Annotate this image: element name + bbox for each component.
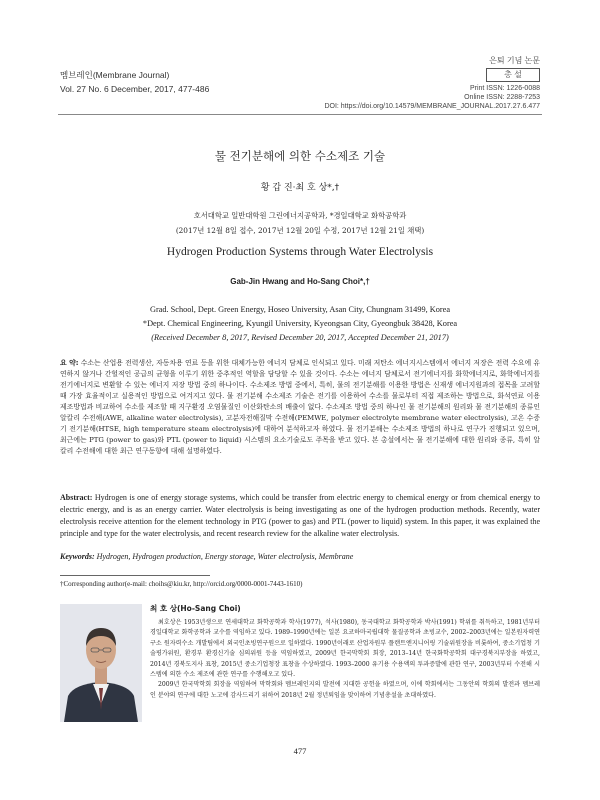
- abstract-en-label: Abstract:: [60, 493, 93, 502]
- abstract-korean: [60, 358, 540, 457]
- affiliation-english: [0, 303, 600, 345]
- bio-author-name: 최 호 상(Ho-Sang Choi): [150, 604, 241, 613]
- online-issn: Online ISSN: 2288-7253: [464, 94, 540, 101]
- title-english: Hydrogen Production Systems through Water Electrolysis: [166, 246, 434, 258]
- print-issn: Print ISSN: 1226-0088: [469, 85, 540, 92]
- keywords-list: Hydrogen, Hydrogen production, Energy storage, Water electrolysis, Membrane: [96, 552, 354, 561]
- header-divider: [58, 114, 542, 115]
- keywords-label: Keywords:: [60, 552, 95, 561]
- retirement-tag: 은퇴 기념 논문: [489, 56, 540, 65]
- dates-en-text: (Received December 8, 2017, Revised December 20, 2017, Accepted December 21, 2017): [151, 333, 449, 342]
- affiliation-en-2: *Dept. Chemical Engineering, Kyungil University, Kyeongsan City, Gyeongbuk 38428, Korea: [142, 319, 458, 328]
- affiliation-en-1: Grad. School, Dept. Green Energy, Hoseo University, Asan City, Chungnam 31499, Korea: [149, 305, 451, 314]
- journal-name: 멤브레인(Membrane Journal): [60, 70, 170, 80]
- bio-paragraph-2: 2009년 한국막학회 회장을 역임하여 막학회와 멤브레인지의 발전에 지대한 공헌을 하였으며, 이에 학회에서는 그동안의 학회의 발전과 멤브레인 분야의 연구에 대한 노고에 감사드리기 위하여 2018년 2월 정년퇴임을 맞이하여 기념총설을 초대하였다.: [150, 681, 540, 699]
- authors-english: Gab-Jin Hwang and Ho-Sang Choi*,†: [230, 277, 370, 286]
- doi-link[interactable]: DOI: https://doi.org/10.14579/MEMBRANE_JOURNAL.2017.27.6.477: [324, 103, 540, 110]
- keywords: [60, 552, 540, 561]
- abstract-kr-body: 수소는 산업용 전력생산, 자동차용 연료 등을 위한 대체가능한 에너지 담체로 인식되고 있다. 미래 저탄소 에너지시스템에서 에너지 저장은 전력 수요에 유연하지 않거나 간헐적인 공급의 균형을 이루기 위한 중추적인 역할을 담당할 수 있을 것이다. 수소는 에너지 담체로서 전기에너지를 화학에너지로, 화학에너지를 전기에너지로 변환할 수 있는 에너지 저장 방법 중의 하나이다. 수소제조 방법 중에서, 특히, 물의 전기분해를 이용한 방법은 신재생 에너지원과의 접목을 고려할 때 가장 효율적이고 실용적인 방법으로 여겨지고 있다. 물 전기분해 수소제조 기술은 전기를 이용하여 수소를 물로부터 직접 제조하는 방법으로, 화석연료 이용 제조방법과 비교하여 수소를 제조할 때 지구환경 오염물질인 이산화탄소의 배출이 없다. 수소제조 방법 중의 하나인 물 전기분해의 원리와 물 전기분해의 종류인 알칼리 수전해(AWE, alkaline water electrolysis), 고분자전해질막 수전해(PEMWE, polymer electrolyte membrane water electrolysis), 고온 수증기 전기분해(HTSE, high temperature steam electrolysis)에 대하여 분석하고자 하였다. 물 전기분해는 수소제조 방법의 하나로 연구가 진행되고 있으며, 최근에는 PTG (power to gas)와 PTL (power to liquid) 시스템의 요소기술로도 주목을 받고 있다. 본 총설에서는 물 전기분해에 대한 원리와 종류, 특히 알칼리 수전해에 대한 최근 연구동향에 대해 설명하였다.: [60, 359, 540, 455]
- abstract-en-body: Hydrogen is one of energy storage systems, which could be transfer from electric energy to chemical energy or from chemical energy to electric energy, and is as an energy carrier. Water electrolysis is being investigating as one of the hydrogen production methods. Recently, water electrolysis receive attention for the element technology in PTG (power to gas) and PTL (power to liquid) system. In this paper, it was explained the principle and type for the water electrolysis, and recent research review for the alkaline water electrolysis.: [60, 493, 540, 538]
- journal-header-right: [324, 56, 540, 111]
- footnote-divider: [60, 575, 210, 576]
- volume-info: Vol. 27 No. 6 December, 2017, 477-486: [60, 84, 210, 94]
- page-number: 477: [293, 746, 307, 756]
- abstract-english: [60, 492, 540, 540]
- affiliation-korean: [0, 208, 600, 238]
- journal-header-left: [60, 68, 209, 96]
- author-portrait-icon: [60, 604, 142, 722]
- article-type-box: 총 설: [486, 68, 540, 82]
- dates-kr-text: (2017년 12월 8일 접수, 2017년 12월 20일 수정, 2017년 12월 21일 채택): [175, 226, 425, 235]
- authors-korean: 황 갑 진·최 호 상*,†: [260, 183, 340, 193]
- bio-paragraph-1: 최호상은 1953년생으로 연세대학교 화학공학과 학사(1977), 석사(1980), 동국대학교 화학공학과 박사(1991) 학위를 취득하고, 1981년부터 경일대학교 화학공학과 교수를 역임하고 있다. 1989–1990년에는 일본 요코하마국립대학 물질공학과 초빙교수, 2002–2003년에는 일본원자력연구소 원자력수소 개발팀에서 외국인초빙연구원으로 일하였다. 1990년이래로 산업자원부 플랜트엔지니어링 기술위원장을 비롯하여, 중소기업청 기술평가위원, 환경부 환경신기술 심의위원 등을 역임하였고, 2009년 한국막학회 회장, 2013–14년 한국화학공학회 대구경북지부장을 하였고, 2014년 경북도지사 표창, 2015년 중소기업청장 표창을 수상하였다. 1993–2000 유기용 수용액의 투과증발에 관한 연구, 2003년부터 수전해 시스템에 의한 수소 제조에 관한 연구를 수행해오고 있다.: [150, 619, 540, 679]
- author-biography: [150, 618, 540, 701]
- title-korean: 물 전기분해에 의한 수소제조 기술: [214, 149, 386, 163]
- abstract-kr-label: 요 약:: [60, 359, 79, 367]
- corresponding-author-footnote: †Corresponding author(e-mail: choihs@kiu.kr, http://orcid.org/0000-0001-7443-1610): [60, 580, 303, 588]
- author-photo: [60, 604, 142, 722]
- affiliation-kr-text: 호서대학교 일반대학원 그린에너지공학과, *경일대학교 화학공학과: [193, 211, 407, 220]
